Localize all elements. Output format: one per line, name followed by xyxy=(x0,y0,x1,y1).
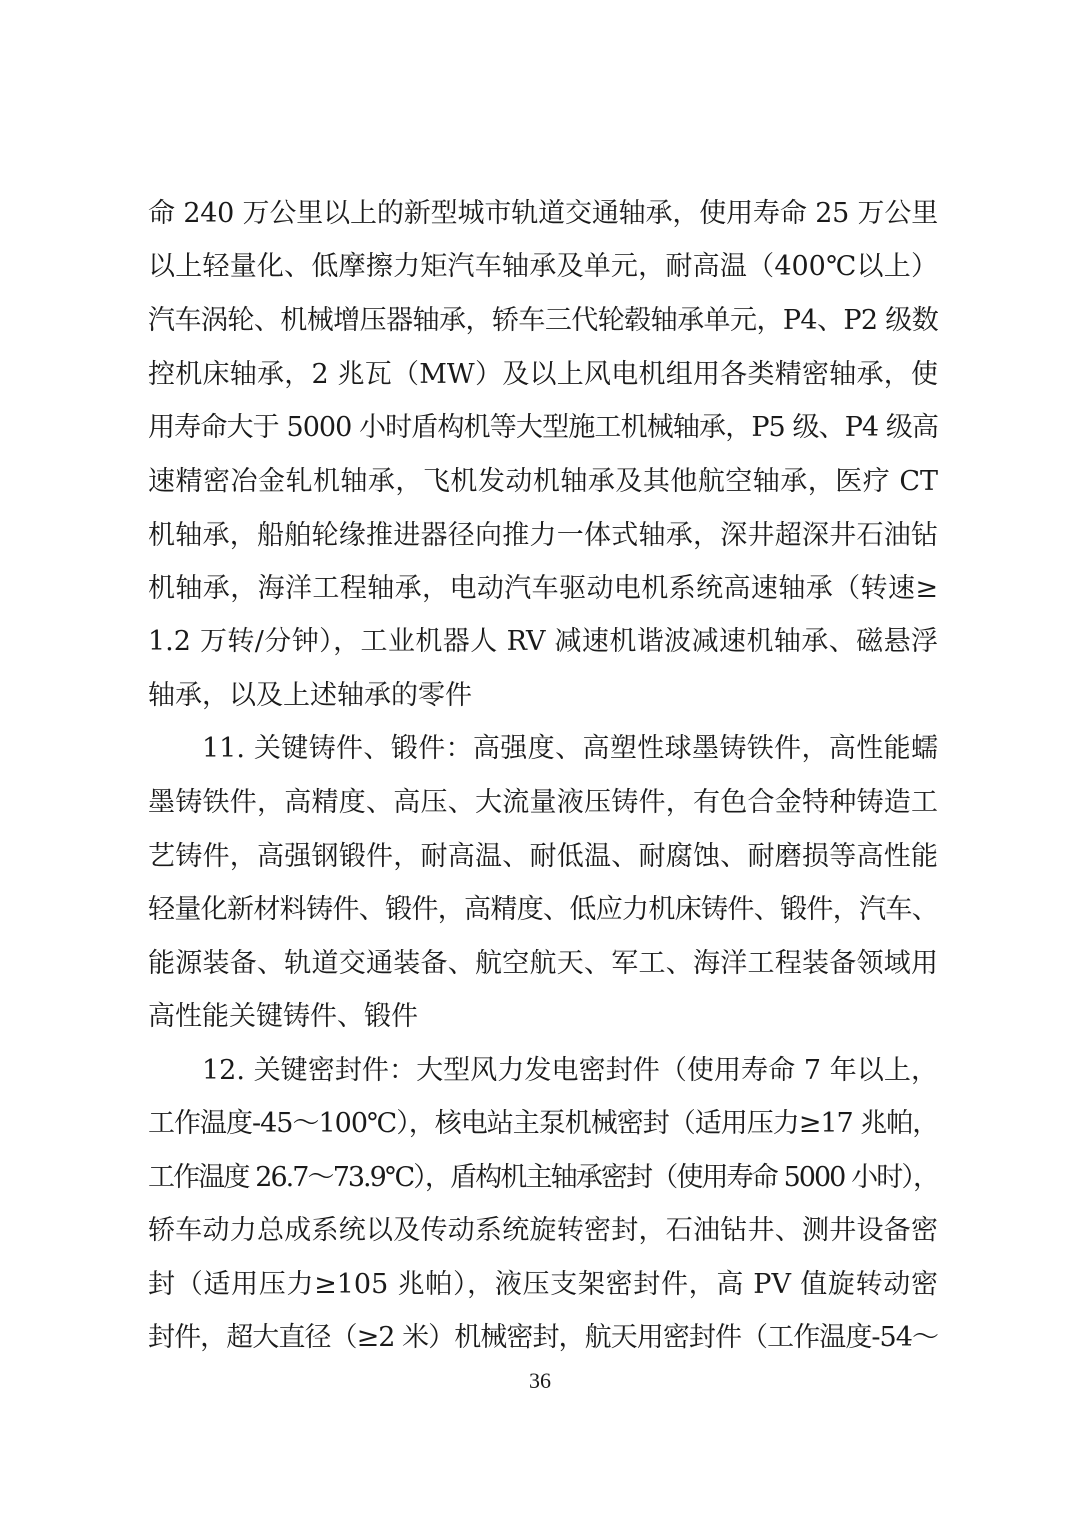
text-line: 命 240 万公里以上的新型城市轨道交通轴承，使用寿命 25 万公里 xyxy=(148,198,938,229)
text-line: 艺铸件，高强钢锻件，耐高温、耐低温、耐腐蚀、耐磨损等高性能 xyxy=(148,841,938,872)
text-line: 轻量化新材料铸件、锻件，高精度、低应力机床铸件、锻件，汽车、 xyxy=(148,894,938,925)
text-line: 机轴承，海洋工程轴承，电动汽车驱动电机系统高速轴承（转速≥ xyxy=(148,573,938,604)
text-line: 高性能关键铸件、锻件 xyxy=(148,1001,418,1032)
text-line: 轴承，以及上述轴承的零件 xyxy=(148,680,472,711)
text-line: 工作温度-45～100℃），核电站主泵机械密封（适用压力≥17 兆帕， xyxy=(148,1108,939,1139)
text-line: 用寿命大于 5000 小时盾构机等大型施工机械轴承，P5 级、P4 级高 xyxy=(148,412,938,443)
text-line: 速精密冶金轧机轴承，飞机发动机轴承及其他航空轴承，医疗 CT xyxy=(148,466,938,497)
text-line: 封（适用压力≥105 兆帕），液压支架密封件，高 PV 值旋转动密 xyxy=(148,1269,938,1300)
text-line: 墨铸铁件，高精度、高压、大流量液压铸件，有色合金特种铸造工 xyxy=(148,787,938,818)
text-line: 机轴承，船舶轮缘推进器径向推力一体式轴承，深井超深井石油钻 xyxy=(148,520,938,551)
text-line: 能源装备、轨道交通装备、航空航天、军工、海洋工程装备领域用 xyxy=(148,948,938,979)
text-line: 汽车涡轮、机械增压器轴承，轿车三代轮毂轴承单元，P4、P2 级数 xyxy=(148,305,938,336)
text-line: 工作温度 26.7～73.9℃），盾构机主轴承密封（使用寿命 5000 小时）， xyxy=(148,1162,938,1193)
paragraph-start-line: 12. 关键密封件：大型风力发电密封件（使用寿命 7 年以上， xyxy=(202,1055,938,1086)
text-line: 1.2 万转/分钟），工业机器人 RV 减速机谐波减速机轴承、磁悬浮 xyxy=(148,626,938,657)
paragraph-start-line: 11. 关键铸件、锻件：高强度、高塑性球墨铸铁件，高性能蠕 xyxy=(202,733,938,764)
text-line: 封件，超大直径（≥2 米）机械密封，航天用密封件（工作温度-54～ xyxy=(148,1322,938,1353)
page-number: 36 xyxy=(529,1368,551,1393)
text-line: 以上轻量化、低摩擦力矩汽车轴承及单元，耐高温（400℃以上） xyxy=(148,251,938,282)
text-line: 控机床轴承，2 兆瓦（MW）及以上风电机组用各类精密轴承，使 xyxy=(148,359,938,390)
text-line: 轿车动力总成系统以及传动系统旋转密封，石油钻井、测井设备密 xyxy=(148,1215,938,1246)
